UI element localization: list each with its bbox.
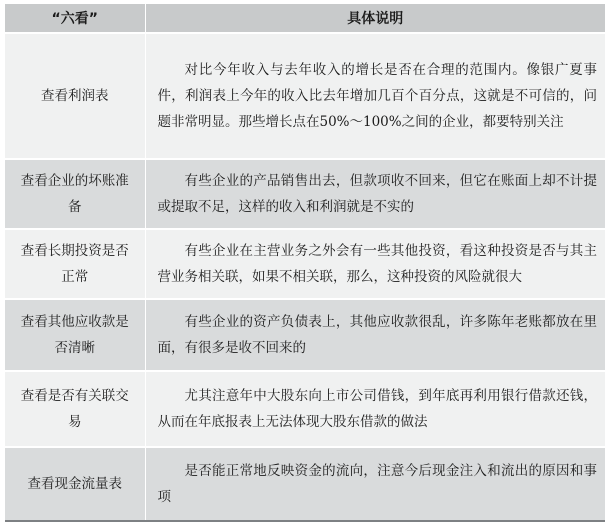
row-key: 查看利润表: [5, 33, 145, 159]
row-key: 查看企业的坏账准备: [5, 159, 145, 229]
six-checks-table: [5, 4, 605, 520]
row-description: 对比今年收入与去年收入的增长是否在合理的范围内。像银广夏事件，利润表上今年的收入比去年增加几百个百分点，这就是不可信的，问题非常明显。那些增长点在50%～100%之间的企业，都要特别关注: [145, 33, 605, 159]
row-key: 查看长期投资是否正常: [5, 229, 145, 299]
row-description: 有些企业的产品销售出去，但款项收不回来，但它在账面上却不计提或提取不足，这样的收入和利润就是不实的: [145, 159, 605, 229]
six-checks-table-wrap: [5, 4, 605, 522]
row-description: 尤其注意年中大股东向上市公司借钱，到年底再利用银行借款还钱，从而在年底报表上无法体现大股东借款的做法: [145, 371, 605, 447]
header-description: 具体说明: [145, 4, 605, 33]
row-key: 查看其他应收款是否清晰: [5, 299, 145, 371]
table-row: [5, 299, 605, 371]
table-row: [5, 229, 605, 299]
table-row: [5, 447, 605, 520]
table-row: [5, 33, 605, 159]
row-key: 查看是否有关联交易: [5, 371, 145, 447]
table-row: [5, 371, 605, 447]
table-header-row: [5, 4, 605, 33]
header-six-checks: “六看”: [5, 4, 145, 33]
row-description: 是否能正常地反映资金的流向，注意今后现金注入和流出的原因和事项: [145, 447, 605, 520]
table-row: [5, 159, 605, 229]
row-description: 有些企业在主营业务之外会有一些其他投资，看这种投资是否与其主营业务相关联，如果不相关联，那么，这种投资的风险就很大: [145, 229, 605, 299]
row-key: 查看现金流量表: [5, 447, 145, 520]
row-description: 有些企业的资产负债表上，其他应收款很乱，许多陈年老账都放在里面，有很多是收不回来的: [145, 299, 605, 371]
